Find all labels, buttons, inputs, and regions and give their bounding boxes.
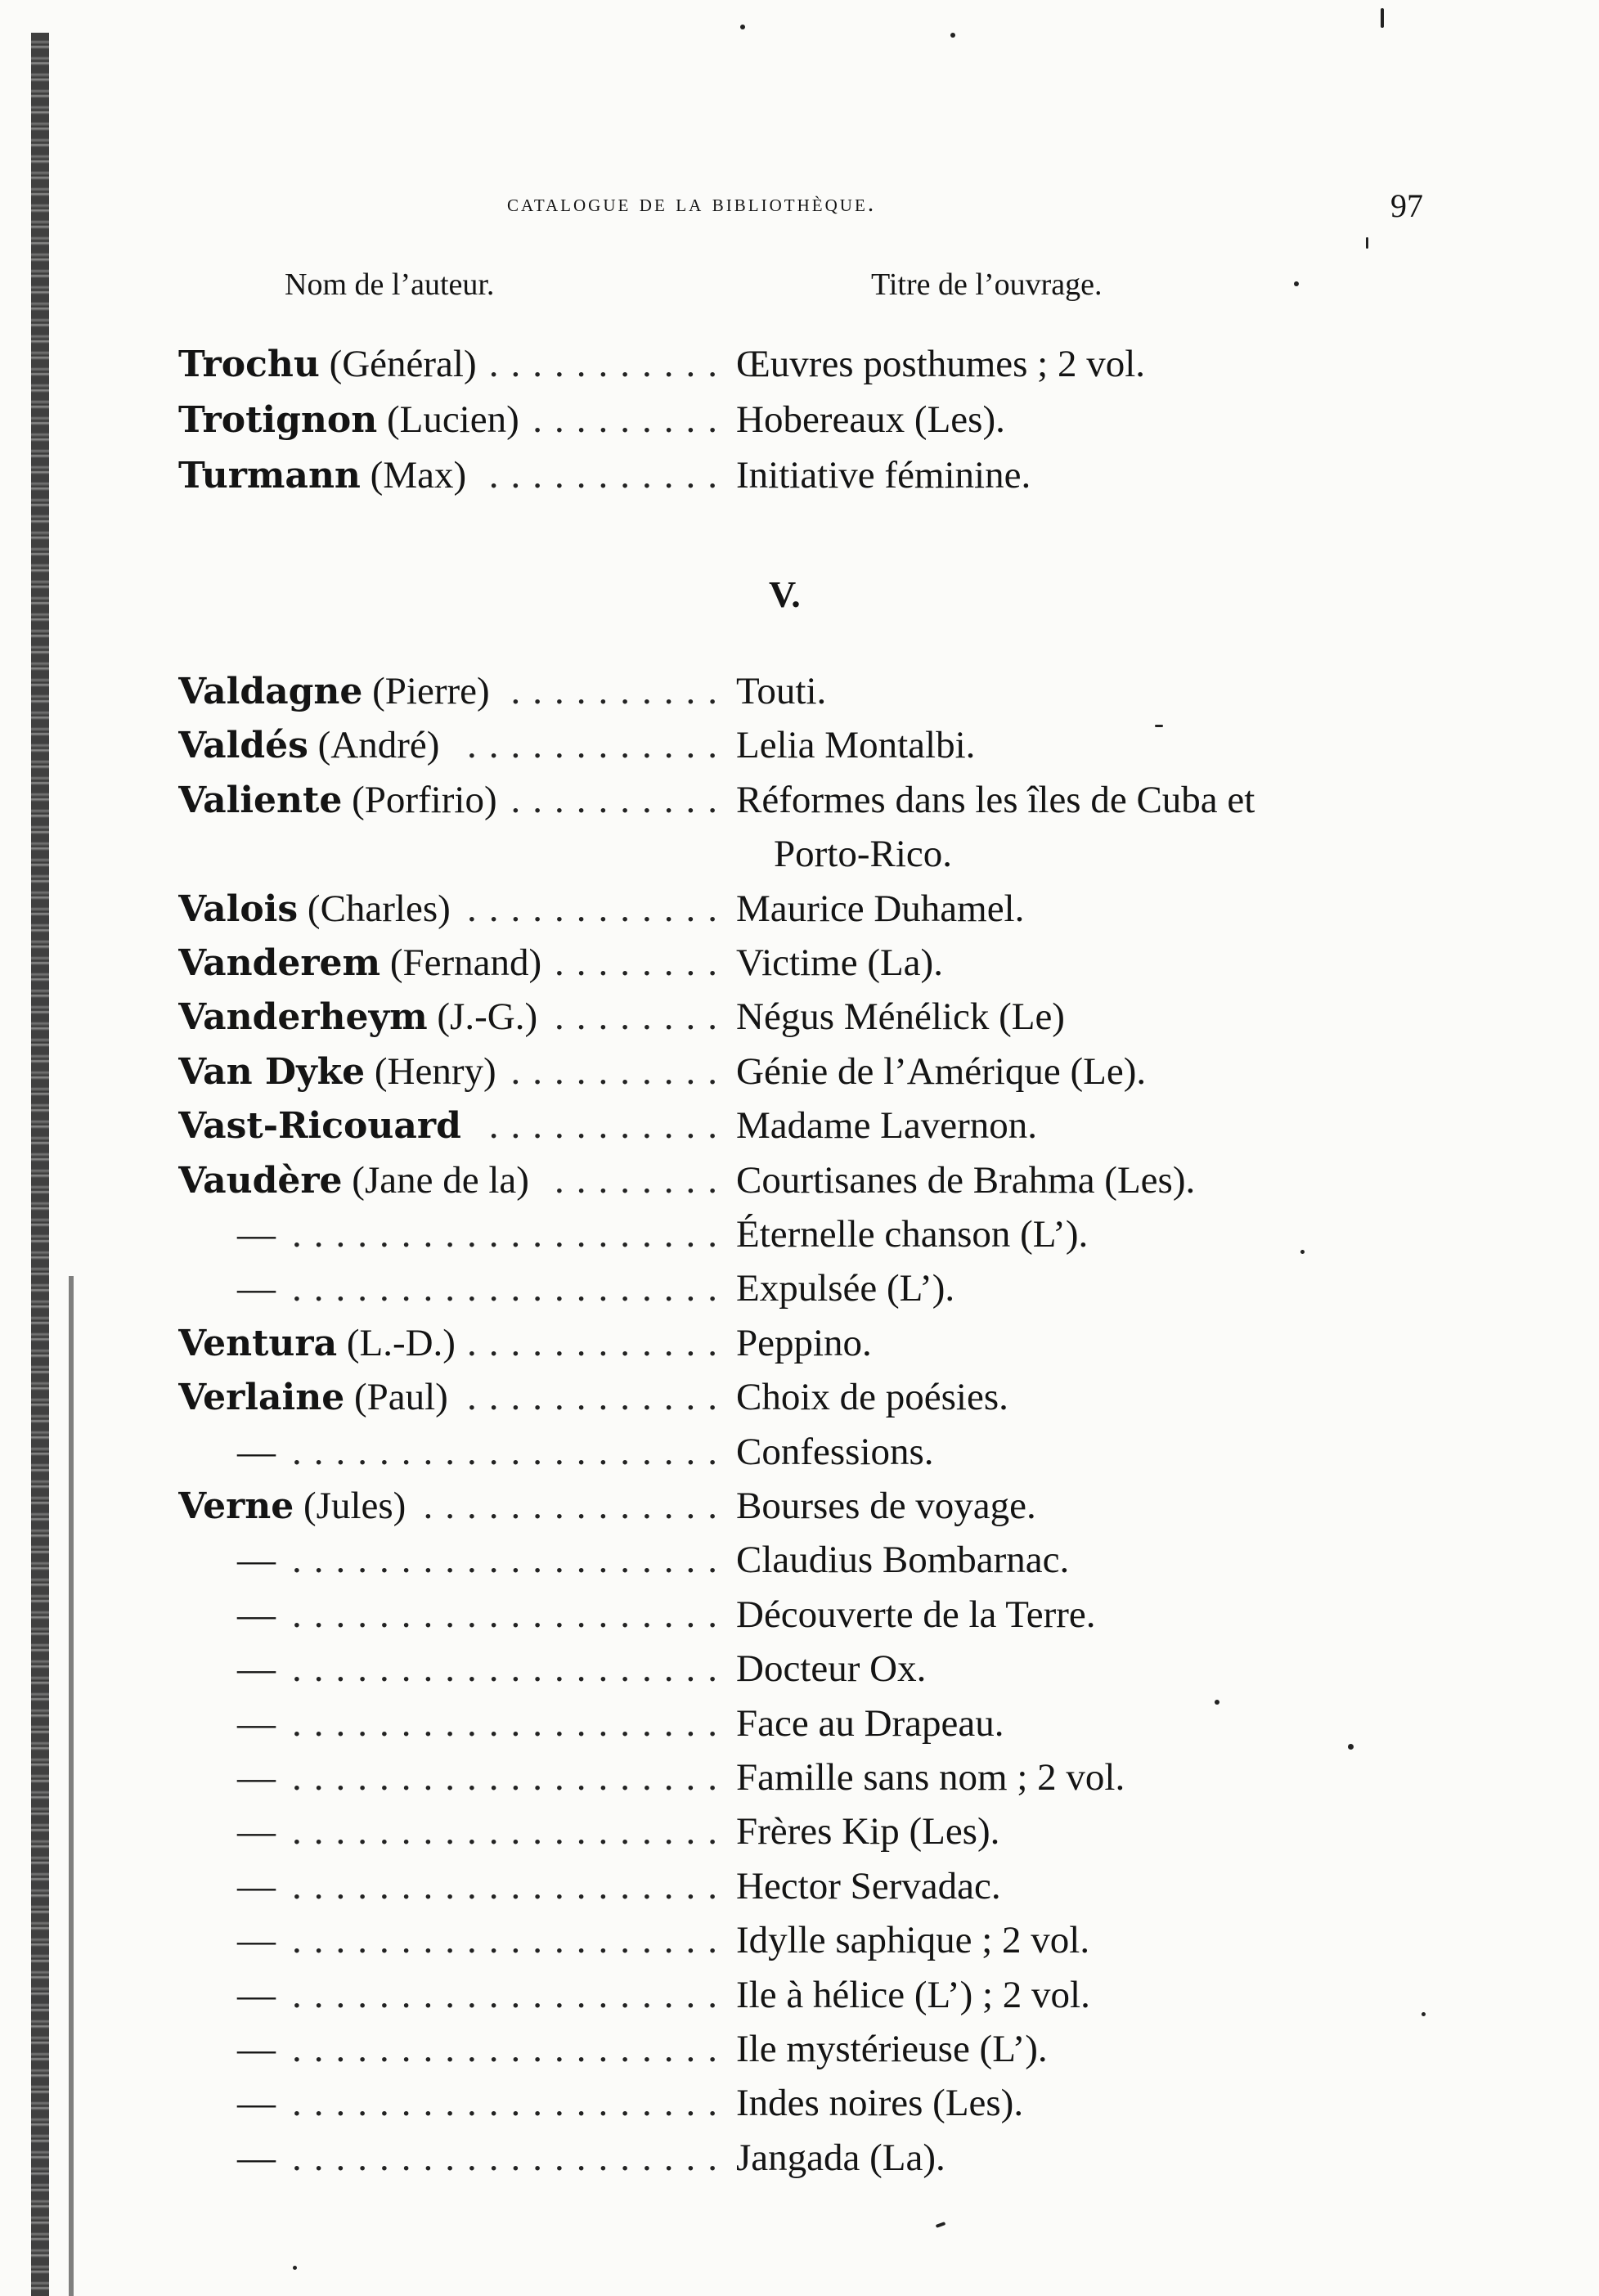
dot-leader: ............ — [467, 724, 730, 767]
author-surname: Turmann — [178, 455, 361, 496]
dot-leader: ........ — [555, 941, 730, 984]
entry-title: Face au Drapeau. — [736, 1701, 1004, 1745]
author-qualifier: (Jane de la) — [342, 1158, 529, 1202]
entry-title: Indes noires (Les). — [736, 2082, 1024, 2125]
dot-leader: .................... — [292, 1430, 730, 1473]
author-surname: Valois — [178, 887, 299, 930]
catalogue-entry — [178, 882, 1454, 936]
author-surname: Vanderheym — [178, 996, 428, 1039]
catalogue-entry — [178, 773, 1454, 827]
author-qualifier: (J.-G.) — [427, 995, 538, 1039]
catalogue-entry — [178, 1588, 1454, 1642]
dot-leader: .................... — [292, 1539, 730, 1582]
entry-title: Ile mystérieuse (L’). — [736, 2028, 1048, 2070]
catalogue-entry — [178, 1425, 1454, 1479]
entry-author — [178, 1261, 736, 1315]
author-surname: Vast-Ricouard — [178, 1105, 461, 1148]
entry-title-continuation: Porto-Rico. — [774, 833, 953, 876]
ditto-dash: — — [237, 1539, 276, 1582]
entry-author — [178, 337, 736, 391]
catalogue-entry — [178, 718, 1454, 772]
catalogue-entry — [178, 990, 1454, 1044]
entry-title: Madame Lavernon. — [736, 1104, 1038, 1148]
dot-leader: ............ — [467, 1376, 730, 1419]
entry-title: Famille sans nom ; 2 vol. — [736, 1756, 1125, 1799]
entry-title: Maurice Duhamel. — [736, 887, 1025, 930]
author-surname: Valdés — [178, 725, 308, 767]
catalogue-entry — [178, 1533, 1454, 1587]
dot-leader: ......... — [532, 398, 730, 441]
ditto-dash: — — [237, 1756, 276, 1799]
entry-title: Négus Ménélick (Le) — [736, 995, 1065, 1039]
ditto-dash: — — [237, 2028, 276, 2070]
author-qualifier: (Porfirio) — [342, 778, 497, 821]
entry-author — [178, 664, 736, 718]
catalogue-entry — [178, 1261, 1454, 1315]
author-qualifier: (L.-D.) — [337, 1321, 456, 1364]
entry-title: Docteur Ox. — [736, 1647, 927, 1691]
entry-title: Choix de poésies. — [736, 1376, 1008, 1419]
catalogue-entry — [178, 1913, 1454, 1967]
entry-title: Confessions. — [736, 1430, 934, 1473]
author-qualifier: (Général) — [319, 343, 477, 385]
catalogue-entry — [178, 2022, 1454, 2076]
author-qualifier: (Pierre) — [362, 670, 490, 712]
author-qualifier: (Lucien) — [377, 398, 519, 441]
entry-author — [178, 1968, 736, 2022]
catalogue-entry — [178, 1153, 1454, 1207]
catalogue-entry — [178, 1804, 1454, 1858]
dot-leader: .................... — [292, 1647, 730, 1691]
author-qualifier: (Jules) — [294, 1485, 406, 1527]
author-surname: Vanderem — [178, 942, 381, 984]
entry-author — [178, 718, 736, 772]
entry-title: Hobereaux (Les). — [736, 398, 1005, 441]
speck — [936, 2222, 946, 2228]
entry-author — [178, 882, 736, 936]
ditto-dash: — — [237, 1701, 276, 1745]
catalogue-entry — [178, 1045, 1454, 1099]
dot-leader: .................... — [292, 1701, 730, 1745]
dot-leader: ........... — [488, 343, 730, 385]
dot-leader: .......... — [510, 778, 730, 821]
entry-author — [178, 936, 736, 990]
dot-leader: .................... — [292, 1756, 730, 1799]
speck — [950, 33, 955, 38]
ditto-dash: — — [237, 1593, 276, 1636]
author-surname: Trochu — [178, 344, 320, 385]
catalogue-entry — [178, 1370, 1454, 1424]
entry-author — [178, 1696, 736, 1750]
ditto-dash: — — [237, 2082, 276, 2125]
entry-author — [178, 990, 736, 1044]
entry-author — [178, 2131, 736, 2185]
entry-title: Expulsée (L’). — [736, 1267, 955, 1310]
author-surname: Vaudère — [178, 1159, 343, 1202]
entry-title: Découverte de la Terre. — [736, 1593, 1096, 1636]
entry-author — [178, 1370, 736, 1424]
entry-author — [178, 1750, 736, 1804]
entry-title: Ile à hélice (L’) ; 2 vol. — [736, 1973, 1090, 2016]
dot-leader: .................... — [292, 2082, 730, 2125]
entry-title: Hector Servadac. — [736, 1864, 1001, 1907]
author-qualifier: (Fernand) — [380, 941, 542, 984]
column-heading-author: Nom de l’auteur. — [285, 267, 495, 302]
dot-leader: .......... — [510, 1049, 730, 1093]
entry-title: Œuvres posthumes ; 2 vol. — [736, 343, 1146, 385]
dot-leader: .................... — [292, 1213, 730, 1256]
dot-leader: ........... — [488, 1104, 730, 1148]
speck — [740, 25, 745, 29]
page-number: 97 — [1390, 187, 1423, 224]
dot-leader: .................... — [292, 2028, 730, 2070]
entry-title: Courtisanes de Brahma (Les). — [736, 1158, 1196, 1202]
entry-author — [178, 1207, 736, 1261]
section-letter: V. — [769, 573, 801, 615]
catalogue-entry — [178, 448, 1454, 502]
entry-title: Frères Kip (Les). — [736, 1810, 1000, 1853]
dot-leader: ........ — [555, 995, 730, 1039]
speck — [293, 2266, 297, 2270]
entry-author — [178, 448, 736, 502]
catalogue-entry — [178, 1099, 1454, 1152]
ditto-dash: — — [237, 1973, 276, 2016]
entry-author — [178, 393, 736, 447]
catalogue-entry — [178, 2076, 1454, 2130]
dot-leader: ............ — [467, 1321, 730, 1364]
entry-author — [178, 1859, 736, 1913]
entry-author — [178, 1316, 736, 1370]
catalogue-entry — [178, 1859, 1454, 1913]
entry-author — [178, 1642, 736, 1696]
catalogue-entry — [178, 1696, 1454, 1750]
dot-leader: .................... — [292, 1593, 730, 1636]
author-surname: Ventura — [178, 1322, 338, 1364]
ditto-dash: — — [237, 1919, 276, 1962]
dot-leader: .................... — [292, 2136, 730, 2179]
entry-author — [178, 1588, 736, 1642]
entry-author — [178, 773, 736, 827]
author-surname: Trotignon — [178, 399, 378, 441]
author-surname: Valiente — [178, 779, 343, 821]
author-qualifier: (Max) — [360, 454, 467, 496]
ditto-dash: — — [237, 1864, 276, 1907]
entry-title: Génie de l’Amérique (Le). — [736, 1049, 1147, 1093]
ditto-dash: — — [237, 1430, 276, 1473]
column-heading-title: Titre de l’ouvrage. — [871, 267, 1103, 302]
ditto-dash: — — [237, 1810, 276, 1853]
dot-leader: .................... — [292, 1267, 730, 1310]
catalogue-entry — [178, 1750, 1454, 1804]
catalogue-entry — [178, 337, 1454, 391]
running-header-text: catalogue de la bibliothèque. — [507, 190, 877, 217]
author-qualifier: (Henry) — [365, 1049, 496, 1093]
author-surname: Van Dyke — [178, 1050, 366, 1093]
entry-author — [178, 1479, 736, 1533]
catalogue-entry — [178, 1207, 1454, 1261]
entry-author — [178, 2022, 736, 2076]
entry-author — [178, 1533, 736, 1587]
dot-leader: ........ — [555, 1158, 730, 1202]
catalogue-entry — [178, 1642, 1454, 1696]
catalogue-entry — [178, 664, 1454, 718]
dot-leader: ............ — [467, 887, 730, 930]
dot-leader: .................... — [292, 1810, 730, 1853]
catalogue-entry — [178, 1479, 1454, 1533]
ditto-dash: — — [237, 1213, 276, 1256]
entry-title: Claudius Bombarnac. — [736, 1539, 1070, 1582]
dot-leader: .......... — [510, 670, 730, 712]
book-binding-shadow — [69, 1276, 74, 2296]
author-qualifier: (André) — [308, 724, 440, 767]
speck — [1381, 8, 1384, 28]
entry-title: Réformes dans les îles de Cuba et — [736, 778, 1255, 821]
entry-title: Jangada (La). — [736, 2136, 945, 2179]
dot-leader: .................... — [292, 1864, 730, 1907]
dot-leader: .................... — [292, 1919, 730, 1962]
entry-author — [178, 1804, 736, 1858]
dot-leader: ........... — [488, 454, 730, 496]
catalogue-entry — [178, 1316, 1454, 1370]
entry-title: Touti. — [736, 670, 827, 712]
entry-author — [178, 2076, 736, 2130]
dot-leader: .................... — [292, 1973, 730, 2016]
ditto-dash: — — [237, 1647, 276, 1691]
author-qualifier: (Charles) — [298, 887, 451, 930]
entry-title: Peppino. — [736, 1321, 872, 1364]
entry-author — [178, 1913, 736, 1967]
entry-title: Idylle saphique ; 2 vol. — [736, 1919, 1090, 1962]
entry-author — [178, 1425, 736, 1479]
speck — [1366, 237, 1368, 249]
catalogue-entry — [178, 936, 1454, 990]
catalogue-entry — [178, 393, 1454, 447]
entry-title: Initiative féminine. — [736, 454, 1031, 496]
catalogue-entry — [178, 827, 1454, 881]
dot-leader: .............. — [423, 1485, 730, 1527]
running-header — [507, 190, 876, 218]
catalogue-entry — [178, 2131, 1454, 2185]
entry-title: Victime (La). — [736, 941, 943, 984]
entry-title: Lelia Montalbi. — [736, 724, 976, 767]
ditto-dash: — — [237, 1267, 276, 1310]
author-surname: Verne — [178, 1485, 294, 1527]
entry-author — [178, 1045, 736, 1099]
ditto-dash: — — [237, 2136, 276, 2179]
entry-author — [178, 1099, 736, 1152]
entry-title: Bourses de voyage. — [736, 1485, 1036, 1527]
catalogue-entry — [178, 1968, 1454, 2022]
entry-title: Éternelle chanson (L’). — [736, 1213, 1089, 1256]
author-surname: Valdagne — [178, 671, 363, 712]
author-surname: Verlaine — [178, 1377, 345, 1419]
author-qualifier: (Paul) — [344, 1376, 448, 1419]
book-binding-edge — [31, 33, 49, 2296]
entry-author — [178, 1153, 736, 1207]
speck — [1294, 281, 1299, 286]
